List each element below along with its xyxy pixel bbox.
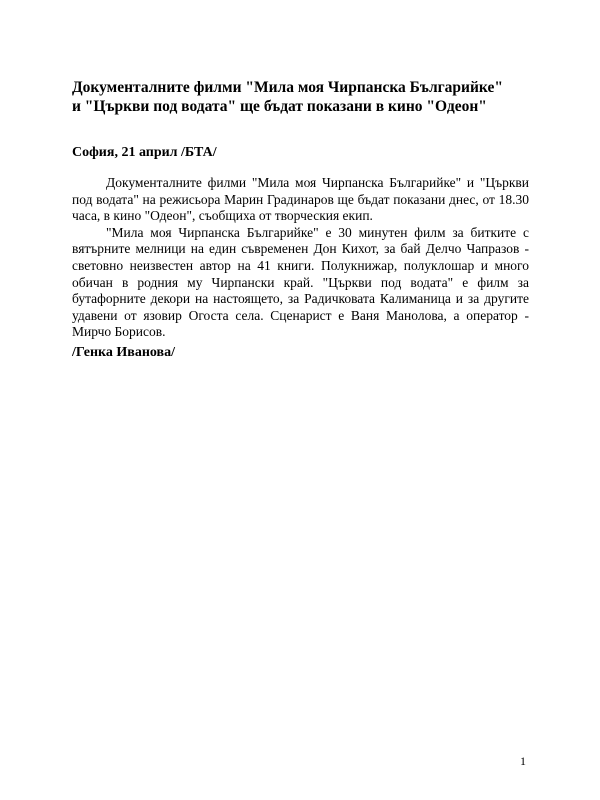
article-body <box>72 175 529 341</box>
author-signature: /Генка Иванова/ <box>72 345 175 360</box>
page-number: 1 <box>520 754 526 768</box>
dateline: София, 21 април /БТА/ <box>72 145 217 160</box>
paragraph-2: "Мила моя Чирпанска Българийке" е 30 минутен филм за битките с вятърните мелници на един съвременен Дон Кихот, за бай Делчо Чапразов - световно неизвестен автор на 41 книги. Полукнижар, полуклошар и много обичан в родния му Чирпански край. "Църкви под водата" е филм за бутафорните декори на настоящето, за Радичковата Калиманица и за другите удавени от язовир Огоста села. Сценарист е Ваня Манолова, а оператор - Мирчо Борисов. <box>72 224 529 340</box>
paragraph-1: Документалните филми "Мила моя Чирпанска Българийке" и "Църкви под водата" на режисьора Марин Градинаров ще бъдат показани днес, от 18.30 часа, в кино "Одеон", съобщиха от творческия екип. <box>72 175 529 224</box>
article-title-line-2: и "Църкви под водата" ще бъдат показани в кино "Одеон" <box>72 98 487 115</box>
article-title <box>72 78 542 116</box>
article-title-line-1: Документалните филми "Мила моя Чирпанска Българийке" <box>72 79 503 96</box>
